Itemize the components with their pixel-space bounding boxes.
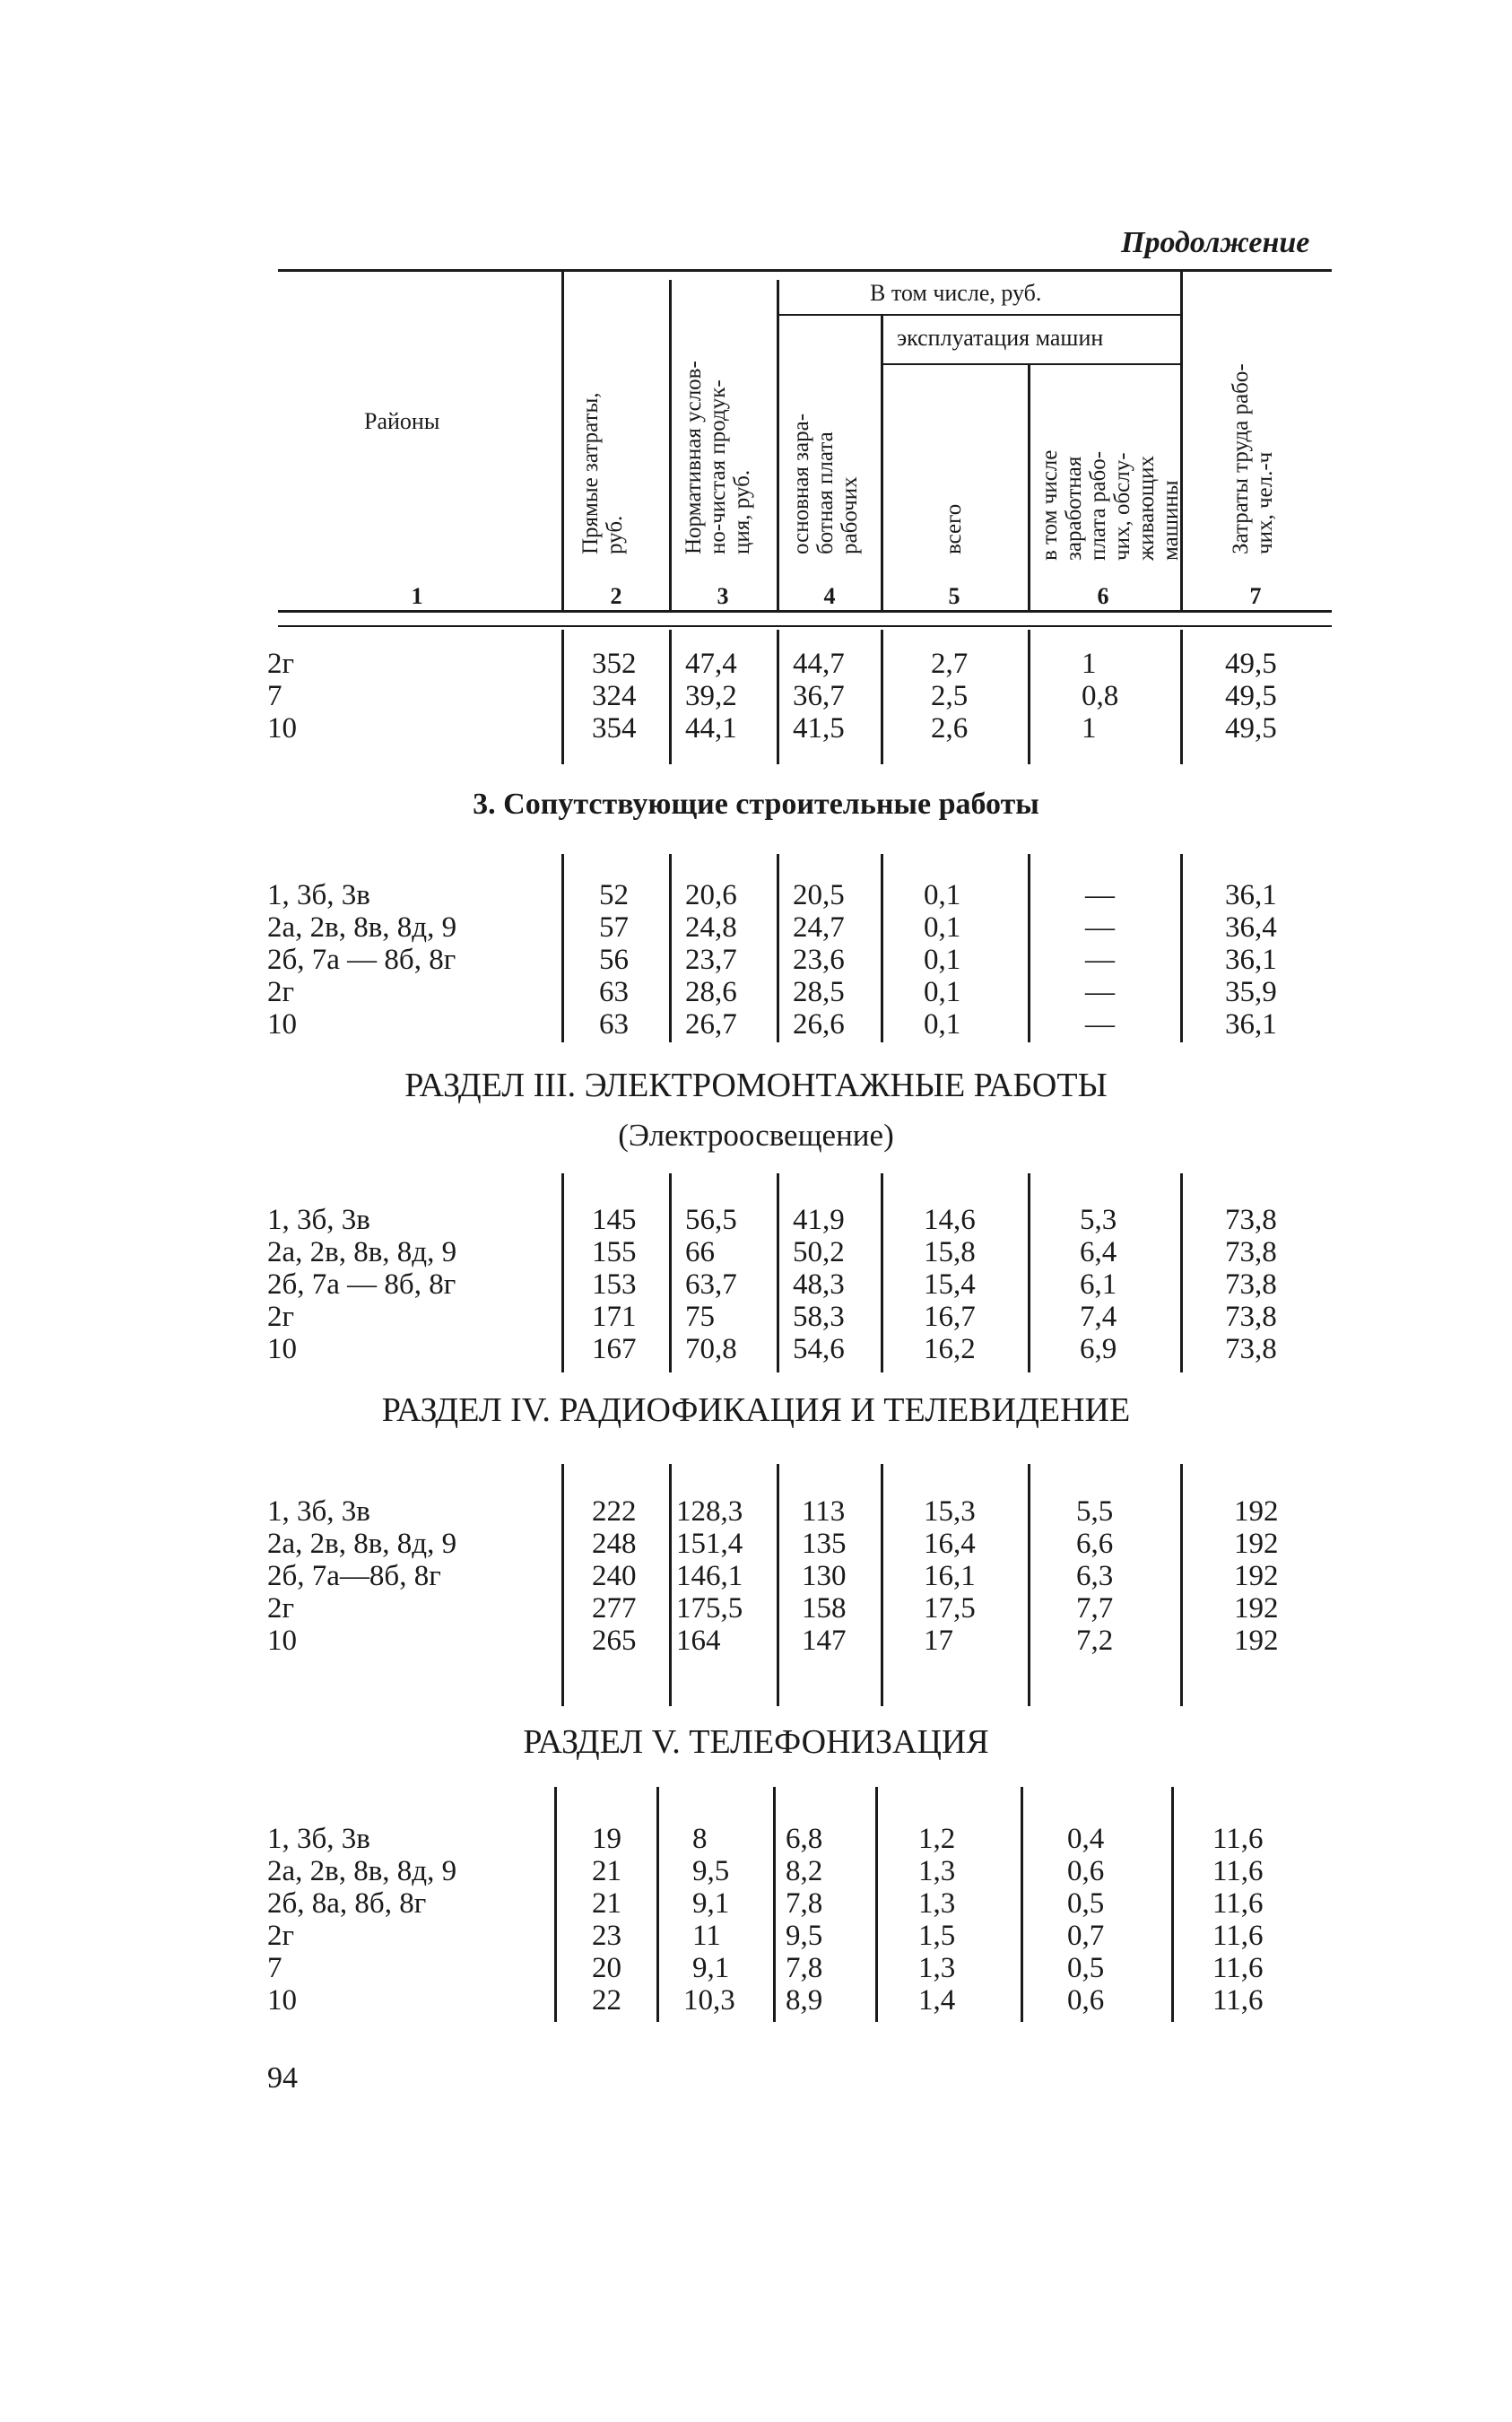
cell-wages: 7,8	[786, 1887, 823, 1920]
cell-wages: 26,6	[793, 1008, 845, 1041]
header-sep-5	[1028, 365, 1030, 610]
cell-machines-total: 1,3	[918, 1952, 956, 1984]
row-label: 7	[267, 680, 282, 712]
cell-machine-wages: 1	[1082, 648, 1097, 680]
cell-machines-total: 1,2	[918, 1823, 956, 1855]
cell-machine-wages: 5,5	[1076, 1495, 1114, 1528]
cell-normative: 11	[692, 1920, 721, 1952]
sep	[881, 854, 883, 1042]
sep	[1180, 854, 1183, 1042]
cell-normative: 9,1	[692, 1952, 730, 1984]
sep	[554, 1787, 557, 2022]
row-label: 1, 3б, 3в	[267, 1204, 370, 1236]
cell-normative: 39,2	[685, 680, 737, 712]
cell-labor: 11,6	[1212, 1823, 1264, 1855]
cell-wages: 6,8	[786, 1823, 823, 1855]
cell-machines-total: 1,4	[918, 1984, 956, 2017]
sep	[669, 1173, 672, 1372]
cell-wages: 50,2	[793, 1236, 845, 1268]
cell-wages: 58,3	[793, 1301, 845, 1333]
cell-machine-wages: 0,6	[1067, 1855, 1105, 1887]
sep	[875, 1787, 878, 2022]
cell-wages: 36,7	[793, 680, 845, 712]
cell-direct: 20	[592, 1952, 621, 1984]
section-title: 3. Сопутствующие строительные работы	[473, 788, 1039, 821]
cell-direct: 324	[592, 680, 637, 712]
cell-machines-total: 0,1	[924, 976, 961, 1008]
cell-machine-wages: 0,4	[1067, 1823, 1105, 1855]
row-label: 10	[267, 1008, 297, 1041]
header-col-base-wages: основная зара- ботная плата рабочих	[789, 413, 862, 554]
cell-labor: 49,5	[1225, 712, 1277, 745]
row-label: 10	[267, 1984, 297, 2017]
cell-labor: 36,1	[1225, 1008, 1277, 1041]
cell-machine-wages: 7,2	[1076, 1625, 1114, 1657]
cell-machine-wages: —	[1085, 1008, 1115, 1041]
cell-labor: 35,9	[1225, 976, 1277, 1008]
cell-normative: 28,6	[685, 976, 737, 1008]
cell-direct: 155	[592, 1236, 637, 1268]
cell-wages: 44,7	[793, 648, 845, 680]
row-label: 2г	[267, 976, 295, 1008]
cell-wages: 135	[802, 1528, 847, 1560]
cell-machine-wages: 0,5	[1067, 1952, 1105, 1984]
cell-normative: 146,1	[676, 1560, 743, 1592]
header-group-including: В том числе, руб.	[870, 280, 1042, 306]
row-label: 2б, 7а—8б, 8г	[267, 1560, 441, 1592]
header-col-direct-costs: Прямые затраты, руб.	[578, 392, 627, 554]
cell-direct: 354	[592, 712, 637, 745]
sep	[777, 854, 779, 1042]
sep	[561, 630, 564, 764]
col-number-3: 3	[717, 583, 729, 609]
sep	[1171, 1787, 1174, 2022]
row-label: 10	[267, 1625, 297, 1657]
cell-normative: 175,5	[676, 1592, 743, 1625]
row-label: 2а, 2в, 8в, 8д, 9	[267, 911, 457, 944]
cell-direct: 57	[599, 911, 629, 944]
cell-machine-wages: —	[1085, 879, 1115, 911]
row-label: 2г	[267, 1592, 295, 1625]
cell-labor: 36,4	[1225, 911, 1277, 944]
cell-machine-wages: —	[1085, 911, 1115, 944]
cell-labor: 11,6	[1212, 1920, 1264, 1952]
header-subgroup-machines: эксплуатация машин	[897, 325, 1104, 351]
cell-labor: 73,8	[1225, 1268, 1277, 1301]
cell-labor: 192	[1234, 1592, 1279, 1625]
cell-direct: 222	[592, 1495, 637, 1528]
header-top-rule	[278, 269, 1332, 272]
cell-machines-total: 0,1	[924, 879, 961, 911]
cell-direct: 56	[599, 944, 629, 976]
sep	[881, 1173, 883, 1372]
cell-machine-wages: 0,7	[1067, 1920, 1105, 1952]
cell-normative: 8	[692, 1823, 708, 1855]
cell-labor: 192	[1234, 1625, 1279, 1657]
cell-machine-wages: 0,6	[1067, 1984, 1105, 2017]
header-col-regions: Районы	[364, 408, 440, 434]
cell-labor: 73,8	[1225, 1236, 1277, 1268]
cell-labor: 192	[1234, 1560, 1279, 1592]
cell-machine-wages: 6,4	[1080, 1236, 1117, 1268]
col-number-7: 7	[1249, 583, 1262, 609]
cell-wages: 20,5	[793, 879, 845, 911]
sep	[1028, 1173, 1030, 1372]
row-label: 1, 3б, 3в	[267, 1823, 370, 1855]
cell-wages: 113	[802, 1495, 846, 1528]
cell-labor: 11,6	[1212, 1855, 1264, 1887]
cell-wages: 41,9	[793, 1204, 845, 1236]
sep	[1028, 630, 1030, 764]
cell-machine-wages: —	[1085, 976, 1115, 1008]
cell-labor: 11,6	[1212, 1952, 1264, 1984]
cell-direct: 153	[592, 1268, 637, 1301]
cell-normative: 70,8	[685, 1333, 737, 1365]
cell-direct: 21	[592, 1855, 621, 1887]
row-label: 2г	[267, 648, 295, 680]
row-label: 1, 3б, 3в	[267, 1495, 370, 1528]
sep	[561, 1173, 564, 1372]
cell-wages: 7,8	[786, 1952, 823, 1984]
cell-normative: 9,5	[692, 1855, 730, 1887]
sep	[561, 1464, 564, 1706]
cell-machines-total: 17	[924, 1625, 953, 1657]
cell-machine-wages: 6,1	[1080, 1268, 1117, 1301]
continuation-label: Продолжение	[1121, 226, 1310, 259]
col-number-6: 6	[1097, 583, 1109, 609]
row-label: 10	[267, 1333, 297, 1365]
group-rule	[777, 314, 1180, 316]
sep	[1021, 1787, 1023, 2022]
cell-machine-wages: 7,4	[1080, 1301, 1117, 1333]
col-number-2: 2	[610, 583, 622, 609]
cell-wages: 9,5	[786, 1920, 823, 1952]
cell-normative: 44,1	[685, 712, 737, 745]
cell-machines-total: 14,6	[924, 1204, 976, 1236]
cell-wages: 24,7	[793, 911, 845, 944]
cell-labor: 11,6	[1212, 1887, 1264, 1920]
cell-normative: 24,8	[685, 911, 737, 944]
cell-wages: 8,9	[786, 1984, 823, 2017]
cell-machine-wages: 5,3	[1080, 1204, 1117, 1236]
cell-machine-wages: 7,7	[1076, 1592, 1114, 1625]
sep	[777, 1464, 779, 1706]
cell-normative: 10,3	[683, 1984, 735, 2017]
row-label: 2а, 2в, 8в, 8д, 9	[267, 1855, 457, 1887]
header-bottom-rule	[278, 610, 1332, 613]
row-label: 2б, 7а — 8б, 8г	[267, 944, 456, 976]
cell-machines-total: 1,3	[918, 1887, 956, 1920]
cell-machines-total: 15,3	[924, 1495, 976, 1528]
row-label: 2г	[267, 1301, 295, 1333]
sep	[777, 1173, 779, 1372]
row-label: 2г	[267, 1920, 295, 1952]
cell-machine-wages: 0,8	[1082, 680, 1119, 712]
cell-normative: 66	[685, 1236, 715, 1268]
sep	[656, 1787, 659, 2022]
sep	[669, 854, 672, 1042]
header-sep-2	[669, 280, 672, 610]
cell-direct: 23	[592, 1920, 621, 1952]
header-col-normative-product: Нормативная услов- но-чистая продук- ция, руб.	[682, 361, 754, 554]
header-col-machine-wages: в том числе заработная плата рабо- чих, обслу- живающих машины	[1038, 449, 1183, 561]
header-sep-3	[777, 280, 779, 610]
cell-normative: 26,7	[685, 1008, 737, 1041]
cell-machines-total: 0,1	[924, 911, 961, 944]
cell-machines-total: 2,5	[931, 680, 969, 712]
section-subtitle: (Электроосвещение)	[618, 1118, 894, 1153]
col-number-5: 5	[948, 583, 960, 609]
sep	[1028, 854, 1030, 1042]
cell-normative: 56,5	[685, 1204, 737, 1236]
sep	[561, 854, 564, 1042]
cell-machines-total: 16,7	[924, 1301, 976, 1333]
section-title: РАЗДЕЛ V. ТЕЛЕФОНИЗАЦИЯ	[523, 1723, 989, 1761]
cell-wages: 23,6	[793, 944, 845, 976]
col-number-4: 4	[823, 583, 836, 609]
cell-labor: 36,1	[1225, 944, 1277, 976]
cell-direct: 22	[592, 1984, 621, 2017]
sep	[1180, 630, 1183, 764]
header-col-labor: Затраты труда рабо- чих, чел.-ч	[1229, 363, 1277, 554]
row-label: 10	[267, 712, 297, 745]
cell-normative: 75	[685, 1301, 715, 1333]
cell-labor: 36,1	[1225, 879, 1277, 911]
cell-normative: 20,6	[685, 879, 737, 911]
cell-machines-total: 16,1	[924, 1560, 976, 1592]
cell-machines-total: 15,8	[924, 1236, 976, 1268]
cell-labor: 49,5	[1225, 680, 1277, 712]
header-col-total: всего	[942, 503, 966, 554]
cell-wages: 41,5	[793, 712, 845, 745]
cell-normative: 128,3	[676, 1495, 743, 1528]
cell-machines-total: 2,6	[931, 712, 969, 745]
cell-labor: 73,8	[1225, 1301, 1277, 1333]
row-label: 1, 3б, 3в	[267, 879, 370, 911]
cell-normative: 164	[676, 1625, 721, 1657]
subgroup-rule	[881, 363, 1180, 365]
sep	[669, 630, 672, 764]
sep	[1180, 1464, 1183, 1706]
cell-normative: 151,4	[676, 1528, 743, 1560]
cell-machine-wages: 6,9	[1080, 1333, 1117, 1365]
cell-direct: 19	[592, 1823, 621, 1855]
header-sep-4	[881, 316, 883, 610]
row-label: 2а, 2в, 8в, 8д, 9	[267, 1528, 457, 1560]
cell-direct: 52	[599, 879, 629, 911]
cell-machines-total: 2,7	[931, 648, 969, 680]
row-label: 2б, 7а — 8б, 8г	[267, 1268, 456, 1301]
cell-labor: 192	[1234, 1528, 1279, 1560]
cell-labor: 11,6	[1212, 1984, 1264, 2017]
header-sep-1	[561, 271, 564, 610]
cell-machines-total: 16,4	[924, 1528, 976, 1560]
cell-machines-total: 17,5	[924, 1592, 976, 1625]
cell-normative: 47,4	[685, 648, 737, 680]
cell-direct: 277	[592, 1592, 637, 1625]
cell-machine-wages: 1	[1082, 712, 1097, 745]
section-title: РАЗДЕЛ III. ЭЛЕКТРОМОНТАЖНЫЕ РАБОТЫ	[404, 1067, 1108, 1104]
sep	[1180, 1173, 1183, 1372]
cell-wages: 8,2	[786, 1855, 823, 1887]
cell-machine-wages: 6,6	[1076, 1528, 1114, 1560]
sep	[669, 1464, 672, 1706]
page-number: 94	[267, 2061, 298, 2095]
cell-labor: 49,5	[1225, 648, 1277, 680]
cell-machines-total: 1,3	[918, 1855, 956, 1887]
cell-machines-total: 0,1	[924, 944, 961, 976]
numbers-bottom-rule	[278, 625, 1332, 627]
section-title: РАЗДЕЛ IV. РАДИОФИКАЦИЯ И ТЕЛЕВИДЕНИЕ	[381, 1391, 1131, 1429]
cell-normative: 9,1	[692, 1887, 730, 1920]
cell-wages: 48,3	[793, 1268, 845, 1301]
sep	[881, 630, 883, 764]
cell-wages: 28,5	[793, 976, 845, 1008]
cell-machine-wages: —	[1085, 944, 1115, 976]
cell-labor: 192	[1234, 1495, 1279, 1528]
row-label: 2а, 2в, 8в, 8д, 9	[267, 1236, 457, 1268]
cell-machines-total: 1,5	[918, 1920, 956, 1952]
row-label: 2б, 8а, 8б, 8г	[267, 1887, 427, 1920]
cell-direct: 248	[592, 1528, 637, 1560]
sep	[777, 630, 779, 764]
cell-wages: 147	[802, 1625, 847, 1657]
cell-labor: 73,8	[1225, 1204, 1277, 1236]
cell-normative: 63,7	[685, 1268, 737, 1301]
col-number-1: 1	[411, 583, 423, 609]
cell-direct: 21	[592, 1887, 621, 1920]
cell-wages: 54,6	[793, 1333, 845, 1365]
sep	[1028, 1464, 1030, 1706]
cell-machine-wages: 0,5	[1067, 1887, 1105, 1920]
cell-wages: 158	[802, 1592, 847, 1625]
cell-labor: 73,8	[1225, 1333, 1277, 1365]
cell-direct: 352	[592, 648, 637, 680]
cell-wages: 130	[802, 1560, 847, 1592]
cell-direct: 171	[592, 1301, 637, 1333]
cell-direct: 167	[592, 1333, 637, 1365]
cell-direct: 63	[599, 1008, 629, 1041]
cell-machines-total: 16,2	[924, 1333, 976, 1365]
cell-direct: 63	[599, 976, 629, 1008]
cell-normative: 23,7	[685, 944, 737, 976]
cell-machines-total: 15,4	[924, 1268, 976, 1301]
cell-direct: 265	[592, 1625, 637, 1657]
sep	[881, 1464, 883, 1706]
cell-machine-wages: 6,3	[1076, 1560, 1114, 1592]
cell-direct: 145	[592, 1204, 637, 1236]
row-label: 7	[267, 1952, 282, 1984]
cell-direct: 240	[592, 1560, 637, 1592]
cell-machines-total: 0,1	[924, 1008, 961, 1041]
sep	[773, 1787, 776, 2022]
